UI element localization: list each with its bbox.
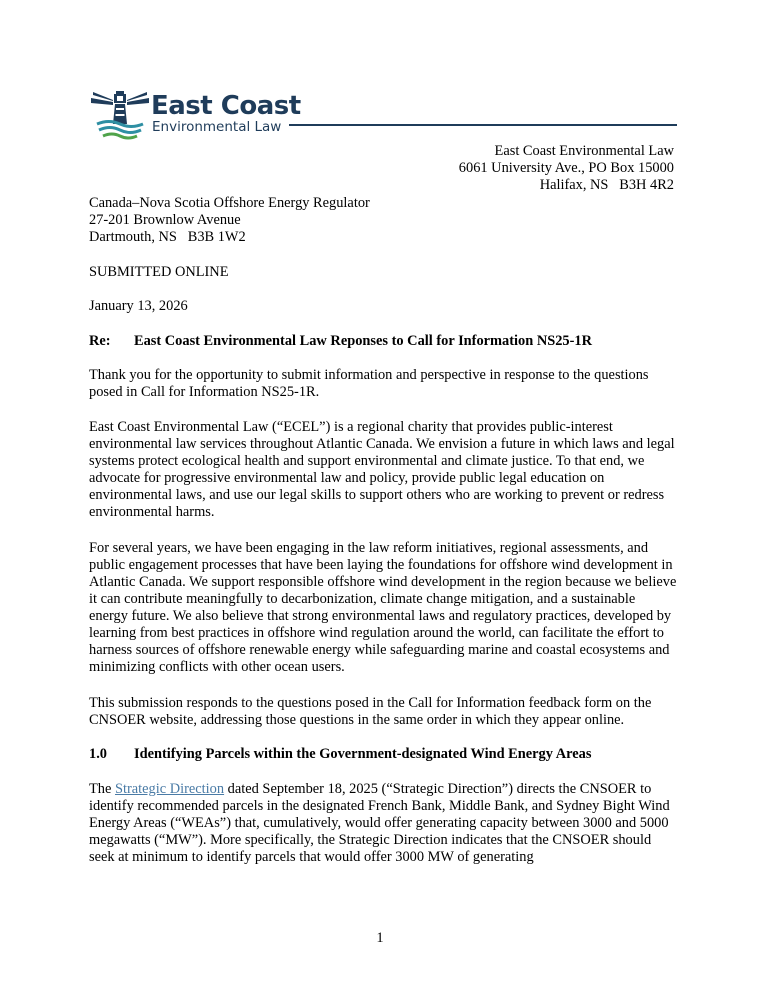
submission-note: SUBMITTED ONLINE [89,264,229,280]
paragraph-2: East Coast Environmental Law (“ECEL”) is a regional charity that provides public-interest environmental law services throughout Atlantic Canada. We envision a future in which laws and legal systems protect ecological health and support environmental and climate justice. To that end, we advocate for progressive environmental law and policy, provide public legal education on environmental laws, and use our legal skills to support others who are working to prevent or redress environmental harms. [89,419,675,520]
page-number: 1 [376,930,384,946]
paragraph-4: This submission responds to the questions posed in the Call for Information feedback form on the CNSOER website, addressing those questions in the same order in which they appear online. [89,695,652,728]
section-title: Identifying Parcels within the Government-designated Wind Energy Areas [134,746,592,762]
strategic-direction-link[interactable]: Strategic Direction [114,781,225,797]
paragraph-3: For several years, we have been engaging in the law reform initiatives, regional assessments, and public engagement processes that have been laying the foundations for offshore wind development in Atlantic Canada. We support responsible offshore wind development in the region because we believe it can contribute meaningfully to decarbonization, climate change mitigation, and a sustainable energy future. We also believe that strong environmental laws and regulatory practices, developed by learning from best practices in offshore wind regulation around the world, can facilitate the effort to harness sources of offshore renewable energy while safeguarding marine and coastal ecosystems and minimizing conflicts with other ocean users. [89,540,677,675]
re-label: Re: [89,333,111,349]
logo-title: East Coast [151,91,301,121]
sender-street: 6061 University Ave., PO Box 15000 [458,160,674,176]
re-subject: East Coast Environmental Law Reponses to Call for Information NS25-1R [134,333,592,349]
sender-city: Halifax, NS B3H 4R2 [539,177,674,193]
sender-address [459,143,674,194]
logo-rule [289,124,677,126]
re-line [89,333,677,350]
letter-date: January 13, 2026 [89,298,188,314]
section-heading [89,746,677,763]
recipient-name: Canada–Nova Scotia Offshore Energy Regulator [89,195,370,211]
paragraph-5-rest: dated September 18, 2025 (“Strategic Direction”) directs the CNSOER to identify recommended parcels in the designated French Bank, Middle Bank, and Sydney Bight Wind Energy Areas (“WEAs”) that, cumulatively, would offer generating capacity between 3000 and 5000 megawatts (“MW”). More specifically, the Strategic Direction indicates that the CNSOER should seek at minimum to identify parcels that would offer 3000 MW of generating [89,781,670,865]
recipient-city: Dartmouth, NS B3B 1W2 [89,229,246,245]
paragraph-5-prefix: The [89,781,115,797]
lighthouse-icon [89,88,151,142]
ecel-logo [89,88,679,140]
paragraph-5 [89,781,677,866]
section-number: 1.0 [89,746,107,762]
recipient-address [89,195,677,246]
recipient-street: 27-201 Brownlow Avenue [89,212,241,228]
paragraph-1: Thank you for the opportunity to submit information and perspective in response to the questions posed in Call for Information NS25-1R. [89,367,649,400]
logo-subtitle: Environmental Law [152,119,282,135]
sender-name: East Coast Environmental Law [494,143,674,159]
